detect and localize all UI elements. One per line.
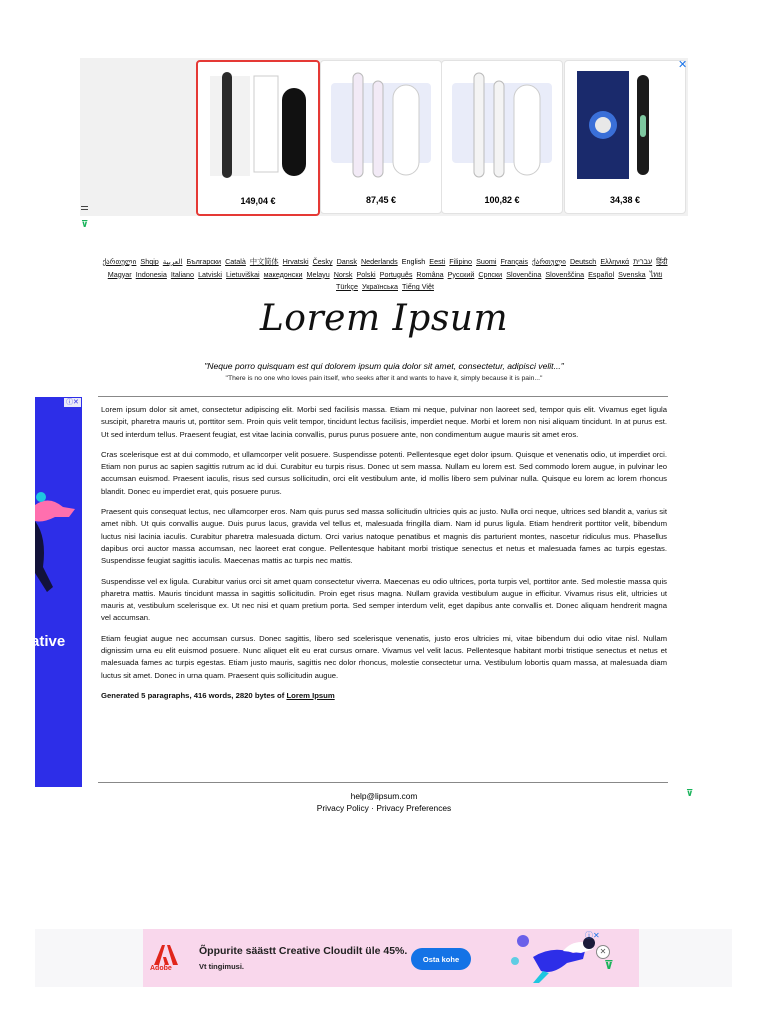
privacy-policy-link[interactable]: Privacy Policy: [316, 803, 369, 813]
divider: [98, 396, 668, 397]
side-ad-text: ative: [31, 633, 66, 650]
buy-now-button[interactable]: Osta kohe: [411, 948, 471, 970]
toothbrush-image-icon: [204, 66, 312, 186]
lorem-content: [101, 404, 667, 710]
ad-terms[interactable]: Vt tingimusi.: [199, 962, 244, 971]
adobe-brand: Adobe: [150, 965, 172, 972]
adchoices-icon[interactable]: ⊽: [81, 220, 89, 230]
language-link[interactable]: Türkçe: [336, 282, 358, 291]
language-link[interactable]: Eesti: [429, 257, 446, 266]
language-link[interactable]: Magyar: [107, 269, 132, 279]
language-selector: [94, 256, 676, 294]
language-link[interactable]: Pyccкий: [447, 269, 475, 279]
latin-quote: "Neque porro quisquam est qui dolorem ipsum quia dolor sit amet, consectetur, adipisci velit...": [204, 361, 564, 371]
divider: [98, 782, 668, 783]
language-link[interactable]: Latviski: [198, 269, 223, 279]
language-link[interactable]: Româna: [416, 269, 444, 279]
language-link[interactable]: ไทย: [649, 269, 663, 279]
language-link[interactable]: Dansk: [336, 257, 357, 266]
adchoices-icon[interactable]: ⊽: [686, 789, 694, 799]
footer-separator: ·: [368, 803, 377, 813]
toothbrush-image-icon: [571, 65, 679, 185]
menu-icon[interactable]: [81, 206, 88, 211]
dismiss-icon[interactable]: ✕: [596, 945, 610, 959]
language-link[interactable]: Српски: [478, 269, 503, 279]
product-price: 100,82 €: [484, 195, 520, 205]
language-link[interactable]: Polski: [356, 269, 376, 279]
product-price: 87,45 €: [365, 195, 397, 205]
bottom-banner-ad: [35, 929, 732, 987]
close-icon[interactable]: ✕: [678, 58, 688, 71]
language-link[interactable]: Indonesia: [135, 269, 167, 279]
paragraph: Cras scelerisque est at dui commodo, et ullamcorper velit posuere. Suspendisse potenti. Pellentesque eget dolor ipsum. Quisque et venenatis odio, ut imperdiet orci. Etiam non purus ac sapien sagittis rutrum ac id dui. Curabitur eu turpis risus. Donec ut sem massa. Nullam eu lorem est. Sed commodo lorem augue, in pulvinar leo accumsan euismod. Praesent iaculis, risus sed cursus sollicitudin, orci elit vestibulum ante, id mollis libero sem pulvinar nulla. Quisque eu lorem ac lorem rhoncus blandit. Donec eu imperdiet erat, quis posuere purus.: [101, 449, 667, 496]
language-link[interactable]: ქართული: [532, 257, 566, 266]
ad-close-icon[interactable]: ⓘ✕: [64, 398, 81, 407]
language-link[interactable]: Tiếng Việt: [402, 282, 434, 291]
language-link[interactable]: Filipino: [449, 257, 473, 266]
toothbrush-image-icon: [327, 65, 435, 185]
side-ad[interactable]: [31, 397, 82, 787]
dancer-illustration-icon: [35, 477, 82, 617]
language-link[interactable]: Lietuviškai: [226, 269, 260, 279]
product-ad-banner: [80, 58, 688, 216]
footer: [0, 790, 768, 814]
paragraph: Suspendisse vel ex ligula. Curabitur varius orci sit amet quam consectetur viverra. Maecenas eu odio ultrices, porta turpis vel, porttitor ante. Sed molestie massa quis pharetra mattis. Mauris tincidunt massa in sagittis sollicitudin. Proin eget risus magna. Nullam gravida vestibulum augue in efficitur. Vivamus risus elit, ultricies ut mauris at, vestibulum scelerisque ex. Ut nec nisi et quam pretium porta. Sed semper interdum velit, eget dapibus ante convallis et. Donec aliquam hendrerit magna vel accumsan.: [101, 576, 667, 623]
language-link: English: [401, 257, 426, 266]
ad-headline: Õppurite säästt Creative Cloudilt üle 45%.: [199, 945, 408, 957]
paragraph: Praesent quis consequat lectus, nec ullamcorper eros. Nam quis purus sed massa sollicitudin ultricies quis ac justo. Nulla orci neque, ultrices sed blandit a, varius sit amet nibh. Ut quis convallis augue. Duis purus lacus, gravida vel tellus et, malesuada fringilla diam. Nam id purus ligula. Etiam hendrerit porttitor velit, bibendum luctus nisi lacinia iaculis. Curabitur pharetra malesuada dictum. Orci varius natoque penatibus et magnis dis parturient montes, nascetur ridiculus mus. Phasellus dapibus orci auctor massa accumsan, nec laoreet erat congue. Pellentesque habitant morbi tristique senectus et netus et malesuada fames ac turpis egestas. Suspendisse feugiat sagittis iaculis. Maecenas mattis ac turpis nec mattis.: [101, 507, 667, 566]
adobe-ad[interactable]: [143, 929, 639, 987]
language-link[interactable]: Svenska: [618, 269, 646, 279]
language-link[interactable]: Català: [225, 257, 246, 266]
language-link[interactable]: Norsk: [333, 269, 353, 279]
language-link[interactable]: Italiano: [170, 269, 195, 279]
paragraph: Lorem ipsum dolor sit amet, consectetur adipiscing elit. Morbi sed facilisis massa. Etiam mi neque, pulvinar non laoreet sed, tempor quis elit. Vivamus eget ligula suscipit, pharetra mauris ut, porttitor sem. Proin quis velit tempor, tincidunt lectus facilisis, imperdiet neque. Morbi et lorem non nisi aliquam tincidunt. In at purus est. Ut sed interdum tellus. Praesent feugiat, est vitae lacinia convallis, purus purus posuere ante, non condimentum augue mauris sit amet eros.: [101, 405, 667, 439]
english-quote: "There is no one who loves pain itself, who seeks after it and wants to have it, simply because it is pain...": [225, 375, 543, 382]
product-price: 34,38 €: [609, 195, 641, 205]
generated-summary-text: Generated 5 paragraphs, 416 words, 2820 bytes of: [101, 690, 287, 700]
paragraph: Etiam feugiat augue nec accumsan cursus. Donec sagittis, libero sed scelerisque venenatis, justo eros ultricies mi, vitae bibendum dui odio vitae nisl. Nullam dignissim urna eu elit euismod posuere. Nunc aliquet elit eu erat cursus ornare. Vivamus vel velit lacus. Pellentesque habitant morbi tristique senectus et netus et malesuada fames ac turpis egestas. Etiam justo mauris, sagittis nec dolor rhoncus, molestie consectetur urna. Vestibulum lobortis quam massa, at malesuada diam luctus sit amet. Donec in urna quam. Praesent quis sollicitudin augue.: [101, 633, 667, 680]
language-link[interactable]: Español: [588, 269, 615, 279]
language-link[interactable]: العربية: [162, 257, 183, 266]
product-price: 149,04 €: [240, 196, 276, 206]
language-link[interactable]: 中文简体: [249, 257, 279, 266]
ad-close-icon[interactable]: ⓘ✕: [585, 931, 600, 940]
language-link[interactable]: Shqip: [140, 257, 159, 266]
product-card[interactable]: [441, 60, 563, 214]
language-link[interactable]: Slovenčina: [506, 269, 542, 279]
page-title: Lorem Ipsum: [259, 298, 509, 339]
product-card[interactable]: [320, 60, 442, 214]
language-link[interactable]: Deutsch: [569, 257, 597, 266]
language-link[interactable]: Slovenščina: [545, 269, 585, 279]
product-card[interactable]: [564, 60, 686, 214]
adobe-logo-icon: [151, 941, 179, 981]
email-link[interactable]: help@lipsum.com: [350, 791, 418, 801]
language-link[interactable]: ქართული: [102, 257, 137, 266]
language-link[interactable]: Français: [500, 257, 528, 266]
lorem-ipsum-link[interactable]: Lorem Ipsum: [286, 690, 335, 700]
language-link[interactable]: Português: [379, 269, 413, 279]
language-link[interactable]: Nederlands: [360, 257, 398, 266]
toothbrush-image-icon: [448, 65, 556, 185]
language-link[interactable]: Česky: [312, 257, 333, 266]
privacy-preferences-link[interactable]: Privacy Preferences: [376, 803, 452, 813]
language-link[interactable]: हिंदी: [656, 257, 668, 266]
language-link[interactable]: עברית: [633, 257, 653, 266]
language-link[interactable]: Melayu: [306, 269, 330, 279]
adchoices-icon[interactable]: ⊽: [604, 958, 614, 972]
product-card[interactable]: [196, 60, 320, 216]
language-link[interactable]: Български: [186, 257, 222, 266]
language-link[interactable]: македонски: [263, 269, 303, 279]
generated-summary: [101, 690, 667, 702]
language-link[interactable]: Ελληνικά: [600, 257, 630, 266]
language-link[interactable]: Suomi: [476, 257, 497, 266]
language-link[interactable]: Hrvatski: [282, 257, 309, 266]
language-link[interactable]: Українська: [362, 282, 398, 291]
